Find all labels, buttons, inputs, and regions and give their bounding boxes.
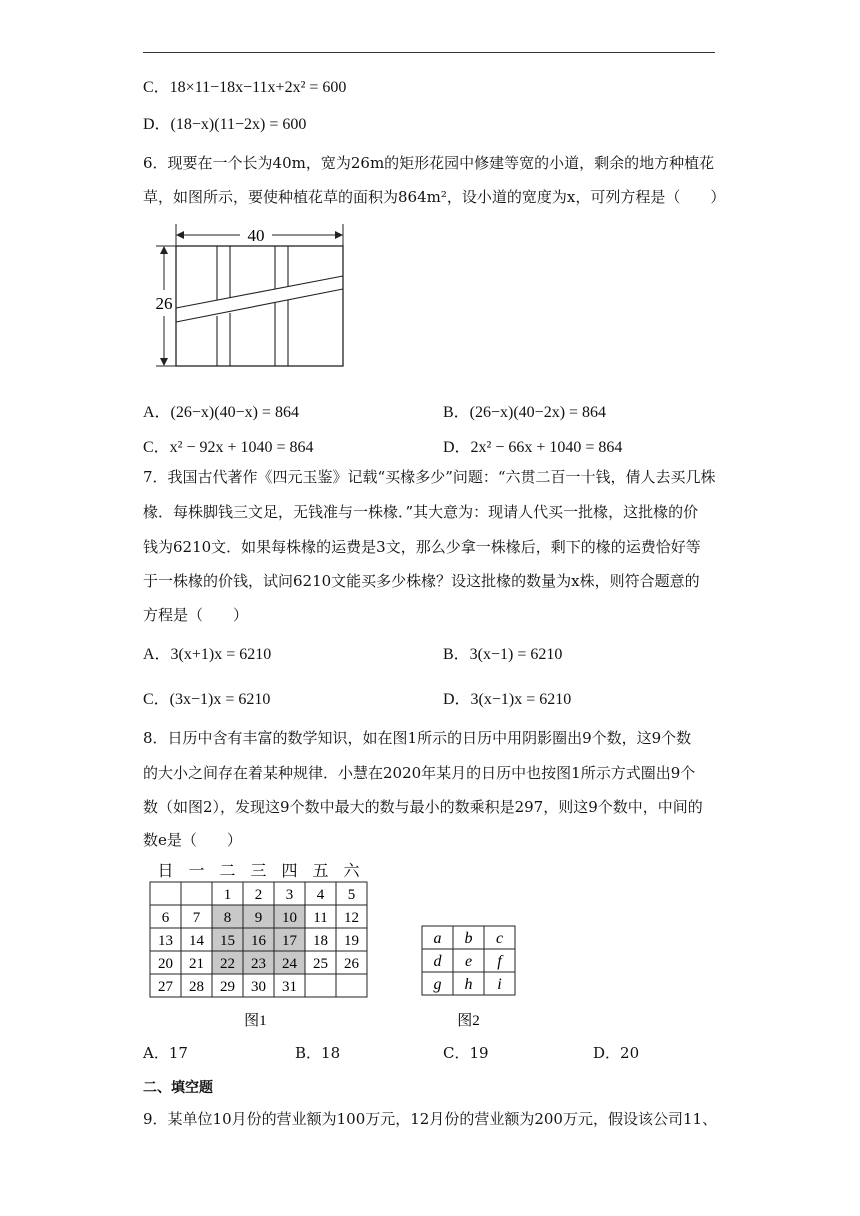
section-title: 二、填空题 [143,1080,213,1096]
calendar-day-number: 13 [158,933,173,949]
q8-text-line3: 数（如图2），发现这9个数中最大的数与最小的数乘积是297，则这9个数中，中间的 [143,798,703,816]
q7-option-c: C．(3x−1)x = 6210 [143,691,271,708]
calendar-day-number: 12 [344,910,359,926]
calendar-day-number: 18 [313,933,328,949]
calendar-day-number: 26 [344,956,359,972]
q8-option-a: A．17 [143,1044,188,1062]
grid2-letter: e [464,953,473,970]
calendar-day-number: 15 [220,933,235,949]
calendar-day-number: 3 [285,887,294,903]
q7-text-line4: 于一株椽的价钱，试问6210文能买多少株椽？设这批椽的数量为x株，则符合题意的 [143,572,700,590]
calendar-day-number: 6 [161,910,170,926]
calendar-header-cell: 六 [343,863,360,880]
q7-text-line5: 方程是（ ） [143,606,249,624]
grid2-letter: c [495,930,504,947]
calendar-header-cell: 四 [281,863,298,880]
calendar-cell [336,974,367,997]
q6-option-b: B．(26−x)(40−2x) = 864 [443,404,607,421]
q7-text-line1: 7．我国古代著作《四元玉鉴》记载“买椽多少”问题：“六贯二百一十钱，倩人去买几株 [143,468,716,486]
calendar-figure-1 [148,858,376,1034]
calendar-header-cell: 三 [250,863,267,880]
calendar-day-number: 4 [316,887,325,903]
calendar-day-number: 16 [251,933,266,949]
calendar-cell [181,882,212,905]
calendar-day-number: 25 [313,956,328,972]
calendar-day-number: 10 [282,910,297,926]
calendar-day-number: 5 [347,887,356,903]
option-d-prev: D．(18−x)(11−2x) = 600 [143,116,307,133]
calendar-header-cell: 日 [157,863,174,880]
calendar-day-number: 24 [282,956,297,972]
calendar-day-number: 22 [220,956,235,972]
calendar-day-number: 11 [313,910,328,926]
calendar-header-cell: 一 [188,863,205,880]
grid-figure-2 [420,924,520,1034]
grid2-letter: b [464,930,473,947]
calendar-day-number: 28 [189,979,204,995]
grid2-letter: f [497,953,502,970]
q7-text-line3: 钱为6210文．如果每株椽的运费是3文，那么少拿一株椽后，剩下的椽的运费恰好等 [143,538,701,556]
q6-option-c: C．x² − 92x + 1040 = 864 [143,439,314,456]
calendar-day-number: 7 [192,910,201,926]
option-c-prev: C．18×11−18x−11x+2x² = 600 [143,79,347,96]
calendar-day-number: 23 [251,956,266,972]
calendar-cell [150,882,181,905]
grid2-letter: d [433,953,442,970]
calendar-day-number: 14 [189,933,204,949]
grid2-letter: a [433,930,442,947]
calendar-day-number: 17 [282,933,297,949]
calendar-day-number: 20 [158,956,173,972]
calendar-day-number: 1 [223,887,232,903]
q6-option-d: D．2x² − 66x + 1040 = 864 [443,439,623,456]
grid2-letter: h [464,976,473,993]
height-label: 26 [155,294,173,313]
q8-option-b: B．18 [295,1044,341,1062]
calendar-day-number: 8 [223,910,232,926]
q7-text-line2: 椽．每株脚钱三文足，无钱准与一株椽．”其大意为：现请人代买一批椽，这批椽的价 [143,503,699,521]
q7-option-b: B．3(x−1) = 6210 [443,646,563,663]
q8-option-d: D．20 [593,1044,640,1062]
garden-figure [150,224,350,370]
grid2-letter: g [433,976,442,993]
calendar-header-cell: 二 [219,863,236,880]
q6-option-a: A．(26−x)(40−x) = 864 [143,404,299,421]
q8-text-line4: 数e是（ ） [143,831,242,849]
calendar-cell [305,974,336,997]
calendar-day-number: 2 [254,887,263,903]
calendar-day-number: 9 [254,910,263,926]
q6-text-line1: 6．现要在一个长为40m，宽为26m的矩形花园中修建等宽的小道，剩余的地方种植花 [143,154,715,172]
q7-option-d: D．3(x−1)x = 6210 [443,691,572,708]
q6-text-line2: 草，如图所示，要使种植花草的面积为864m²，设小道的宽度为x，可列方程是（ ） [143,188,726,206]
calendar-day-number: 29 [220,979,235,995]
q9-text-line1: 9．某单位10月份的营业额为100万元，12月份的营业额为200万元，假设该公司11、 [143,1110,718,1128]
calendar-day-number: 21 [189,956,204,972]
q7-option-a: A．3(x+1)x = 6210 [143,646,272,663]
q8-option-c: C．19 [443,1044,489,1062]
width-label: 40 [247,226,265,245]
q8-text-line1: 8．日历中含有丰富的数学知识，如在图1所示的日历中用阴影圈出9个数，这9个数 [143,729,692,747]
calendar-day-number: 30 [251,979,266,995]
calendar-caption: 图1 [244,1013,267,1029]
q8-text-line2: 的大小之间存在着某种规律．小慧在2020年某月的日历中也按图1所示方式圈出9个 [143,764,696,782]
grid2-caption: 图2 [457,1013,480,1029]
calendar-header-cell: 五 [312,863,329,880]
grid2-letter: i [497,976,502,993]
top-rule [143,52,715,53]
calendar-day-number: 27 [158,979,173,995]
calendar-day-number: 19 [344,933,359,949]
calendar-day-number: 31 [282,979,297,995]
